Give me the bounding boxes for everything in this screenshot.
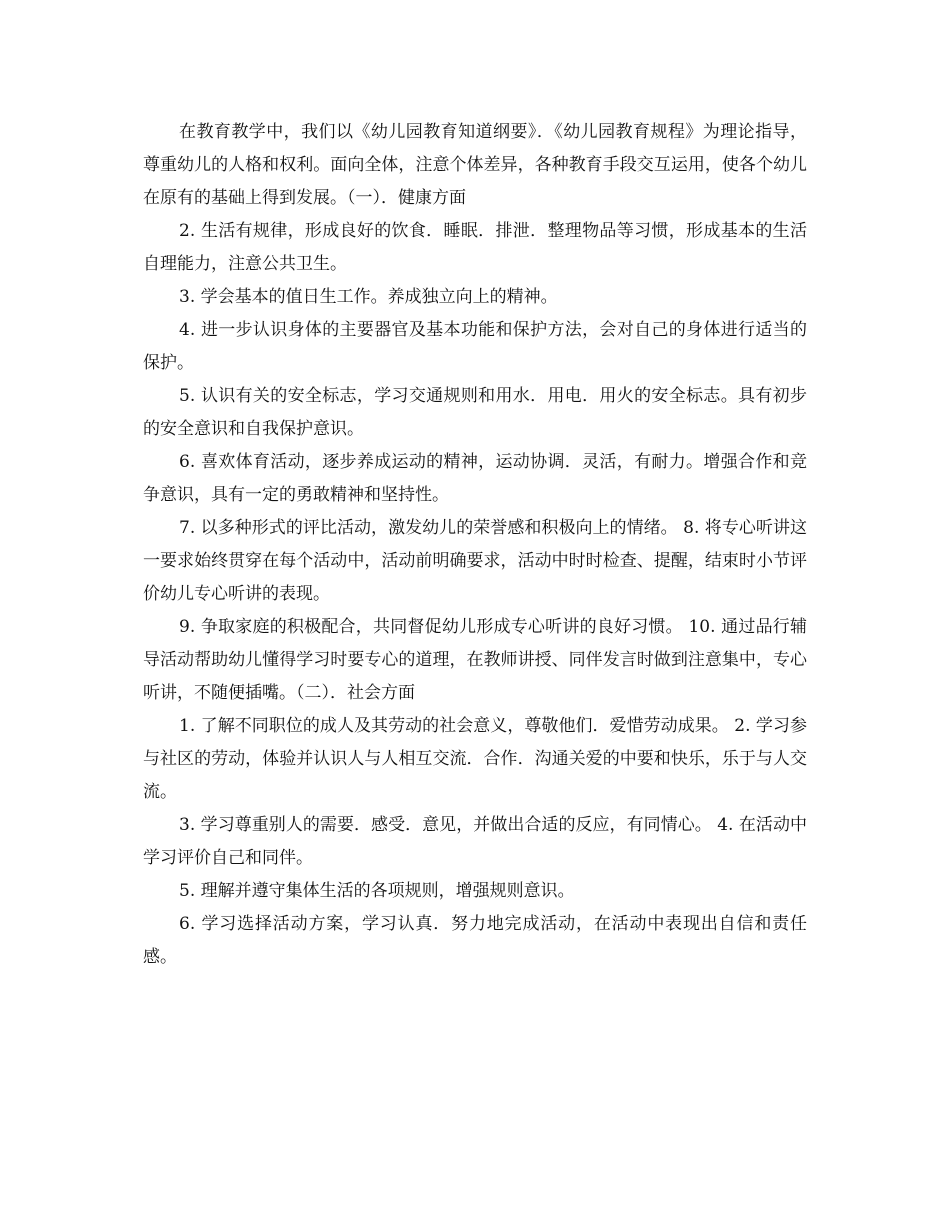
document-body bbox=[143, 116, 807, 974]
paragraph-item: 6. 学习选择活动方案，学习认真．努力地完成活动，在活动中表现出自信和责任感。 bbox=[143, 914, 807, 967]
paragraph-item: 9. 争取家庭的积极配合，共同督促幼儿形成专心听讲的良好习惯。 10. 通过品行辅导活动帮助幼儿懂得学习时要专心的道理，在教师讲授、同伴发言时做到注意集中，专心听讲，不随便插嘴。（二）．社会方面 bbox=[143, 617, 807, 703]
paragraph-item: 3. 学习尊重别人的需要．感受．意见，并做出合适的反应，有同情心。 4. 在活动中学习评价自己和同伴。 bbox=[143, 815, 807, 868]
paragraph-item: 5. 认识有关的安全标志，学习交通规则和用水．用电．用火的安全标志。具有初步的安全意识和自我保护意识。 bbox=[143, 386, 807, 439]
paragraph-item: 7. 以多种形式的评比活动，激发幼儿的荣誉感和积极向上的情绪。 8. 将专心听讲这一要求始终贯穿在每个活动中，活动前明确要求，活动中时时检查、提醒，结束时小节评价幼儿专心听讲的表现。 bbox=[143, 518, 807, 604]
paragraph-item: 3. 学会基本的值日生工作。养成独立向上的精神。 bbox=[179, 287, 558, 307]
paragraph-item: 2. 生活有规律，形成良好的饮食．睡眠．排泄．整理物品等习惯，形成基本的生活自理能力，注意公共卫生。 bbox=[143, 221, 807, 274]
paragraph-item: 1. 了解不同职位的成人及其劳动的社会意义，尊敬他们．爱惜劳动成果。 2. 学习参与社区的劳动，体验并认识人与人相互交流．合作．沟通关爱的中要和快乐，乐于与人交流。 bbox=[143, 716, 807, 802]
paragraph-item: 6. 喜欢体育活动，逐步养成运动的精神，运动协调．灵活，有耐力。增强合作和竞争意识，具有一定的勇敢精神和坚持性。 bbox=[143, 452, 807, 505]
paragraph-item: 5. 理解并遵守集体生活的各项规则，增强规则意识。 bbox=[179, 881, 575, 901]
paragraph-intro: 在教育教学中，我们以《幼儿园教育知道纲要》．《幼儿园教育规程》为理论指导，尊重幼儿的人格和权利。面向全体，注意个体差异，各种教育手段交互运用，使各个幼儿在原有的基础上得到发展。（一）．健康方面 bbox=[143, 122, 807, 208]
paragraph-item: 4. 进一步认识身体的主要器官及基本功能和保护方法，会对自己的身体进行适当的保护。 bbox=[143, 320, 807, 373]
